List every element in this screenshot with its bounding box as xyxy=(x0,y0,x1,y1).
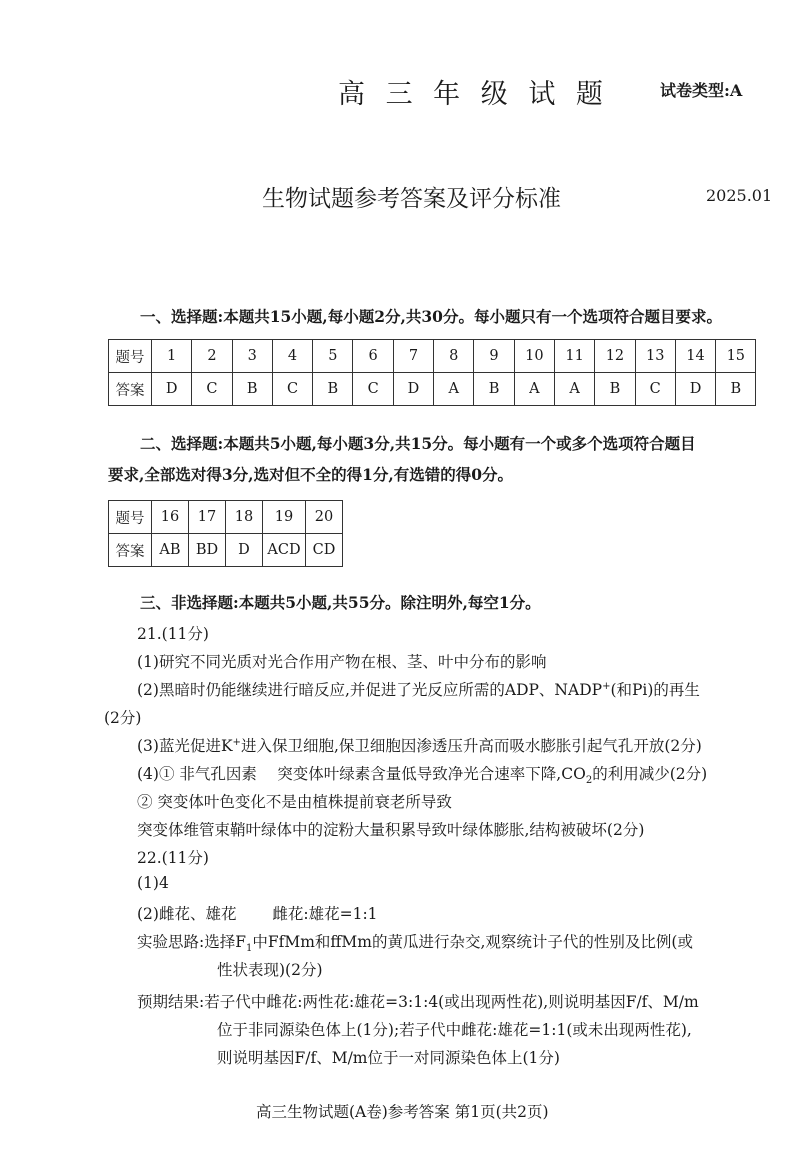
q22-answer-1: (1)4 xyxy=(137,874,169,892)
answer-cell: D xyxy=(226,534,263,567)
question-number: 11 xyxy=(554,340,594,373)
document-subtitle: 生物试题参考答案及评分标准 xyxy=(262,186,561,212)
subscript: 1 xyxy=(245,943,253,955)
question-number-row xyxy=(109,501,343,534)
question-number: 19 xyxy=(263,501,306,534)
answer-cell: B xyxy=(313,373,353,406)
question-number: 16 xyxy=(152,501,189,534)
q21-answer-5: ② 突变体叶色变化不是由植株提前衰老所导致 xyxy=(137,793,452,811)
question-number: 1 xyxy=(152,340,192,373)
answer-cell: B xyxy=(716,373,756,406)
q21-answer-4 xyxy=(137,762,707,786)
superscript: + xyxy=(232,736,241,748)
question-number: 5 xyxy=(313,340,353,373)
answer-cell: D xyxy=(675,373,715,406)
question-number: 3 xyxy=(232,340,272,373)
q21-answer-1: (1)研究不同光质对光合作用产物在根、茎、叶中分布的影响 xyxy=(137,653,547,671)
answer-cell: C xyxy=(192,373,232,406)
page-title: 高 三 年 级 试 题 xyxy=(338,79,609,110)
question-number: 7 xyxy=(393,340,433,373)
row-label-question: 题号 xyxy=(109,340,152,373)
question-number: 8 xyxy=(434,340,474,373)
answer-cell: B xyxy=(232,373,272,406)
paper-type-label: 试卷类型:A xyxy=(660,81,743,100)
q22-expected-result-2: 位于非同源染色体上(1分);若子代中雌花:雄花=1:1(或未出现两性花), xyxy=(217,1021,692,1039)
section2-heading-line2: 要求,全部选对得3分,选对但不全的得1分,有选错的得0分。 xyxy=(108,465,514,484)
question-number: 10 xyxy=(514,340,554,373)
answer-cell: D xyxy=(152,373,192,406)
q22-answer-2: (2)雌花、雄花 雌花:雄花=1:1 xyxy=(137,905,378,923)
q21-answer-2-cont: (2分) xyxy=(104,709,142,727)
answer-cell: C xyxy=(635,373,675,406)
q22-experiment-idea xyxy=(137,930,693,954)
question-number: 17 xyxy=(189,501,226,534)
question-number: 12 xyxy=(595,340,635,373)
answer-cell: D xyxy=(393,373,433,406)
row-label-answer: 答案 xyxy=(109,534,152,567)
q21-answer-2-pre: (2)黑暗时仍能继续进行暗反应,并促进了光反应所需的ADP、NADP xyxy=(137,681,603,699)
question-number: 6 xyxy=(353,340,393,373)
superscript: + xyxy=(602,680,611,692)
question-number: 9 xyxy=(474,340,514,373)
q21-answer-3 xyxy=(137,734,702,756)
q22-experiment-idea-cont: 性状表现)(2分) xyxy=(217,961,323,979)
section1-answer-table xyxy=(108,339,756,406)
answer-row xyxy=(109,373,756,406)
subscript: 2 xyxy=(585,775,593,787)
q21-answer-3-pre: (3)蓝光促进K xyxy=(137,737,233,755)
page-footer: 高三生物试题(A卷)参考答案 第1页(共2页) xyxy=(256,1103,549,1121)
document-date: 2025.01 xyxy=(706,186,773,205)
answer-cell: ACD xyxy=(263,534,306,567)
q22-expected-result-1: 预期结果:若子代中雌花:两性花:雄花=3:1:4(或出现两性花),则说明基因F/f、M/m xyxy=(137,993,699,1011)
question-number: 15 xyxy=(716,340,756,373)
answer-cell: B xyxy=(474,373,514,406)
row-label-question: 题号 xyxy=(109,501,152,534)
q22-idea-post: 中FfMm和ffMm的黄瓜进行杂交,观察统计子代的性别及比例(或 xyxy=(252,933,693,951)
section2-answer-table xyxy=(108,500,343,567)
answer-row xyxy=(109,534,343,567)
answer-cell: A xyxy=(434,373,474,406)
answer-cell: C xyxy=(353,373,393,406)
q21-answer-4-pre: (4)① 非气孔因素 突变体叶绿素含量低导致净光合速率下降,CO xyxy=(137,765,586,783)
q21-answer-2-post: (和Pi)的再生 xyxy=(610,681,700,699)
q22-idea-pre: 实验思路:选择F xyxy=(137,933,246,951)
section2-heading-line1: 二、选择题:本题共5小题,每小题3分,共15分。每小题有一个或多个选项符合题目 xyxy=(140,434,696,453)
question-number: 4 xyxy=(272,340,312,373)
section3-heading: 三、非选择题:本题共5小题,共55分。除注明外,每空1分。 xyxy=(140,593,541,612)
question-number: 2 xyxy=(192,340,232,373)
question-number: 14 xyxy=(675,340,715,373)
answer-cell: CD xyxy=(306,534,343,567)
question-number: 18 xyxy=(226,501,263,534)
q22-expected-result-3: 则说明基因F/f、M/m位于一对同源染色体上(1分) xyxy=(217,1049,560,1067)
answer-cell: BD xyxy=(189,534,226,567)
question-number: 13 xyxy=(635,340,675,373)
q21-answer-6: 突变体维管束鞘叶绿体中的淀粉大量积累导致叶绿体膨胀,结构被破坏(2分) xyxy=(137,821,645,839)
q21-answer-2 xyxy=(137,678,700,700)
row-label-answer: 答案 xyxy=(109,373,152,406)
q21-answer-4-post: 的利用减少(2分) xyxy=(592,765,708,783)
answer-cell: B xyxy=(595,373,635,406)
answer-cell: AB xyxy=(152,534,189,567)
answer-cell: A xyxy=(554,373,594,406)
question-number: 20 xyxy=(306,501,343,534)
section1-heading: 一、选择题:本题共15小题,每小题2分,共30分。每小题只有一个选项符合题目要求。 xyxy=(140,307,722,326)
q21-answer-3-post: 进入保卫细胞,保卫细胞因渗透压升高而吸水膨胀引起气孔开放(2分) xyxy=(240,737,702,755)
q21-number: 21.(11分) xyxy=(137,625,209,643)
answer-cell: A xyxy=(514,373,554,406)
q22-number: 22.(11分) xyxy=(137,849,209,867)
answer-cell: C xyxy=(272,373,312,406)
question-number-row xyxy=(109,340,756,373)
